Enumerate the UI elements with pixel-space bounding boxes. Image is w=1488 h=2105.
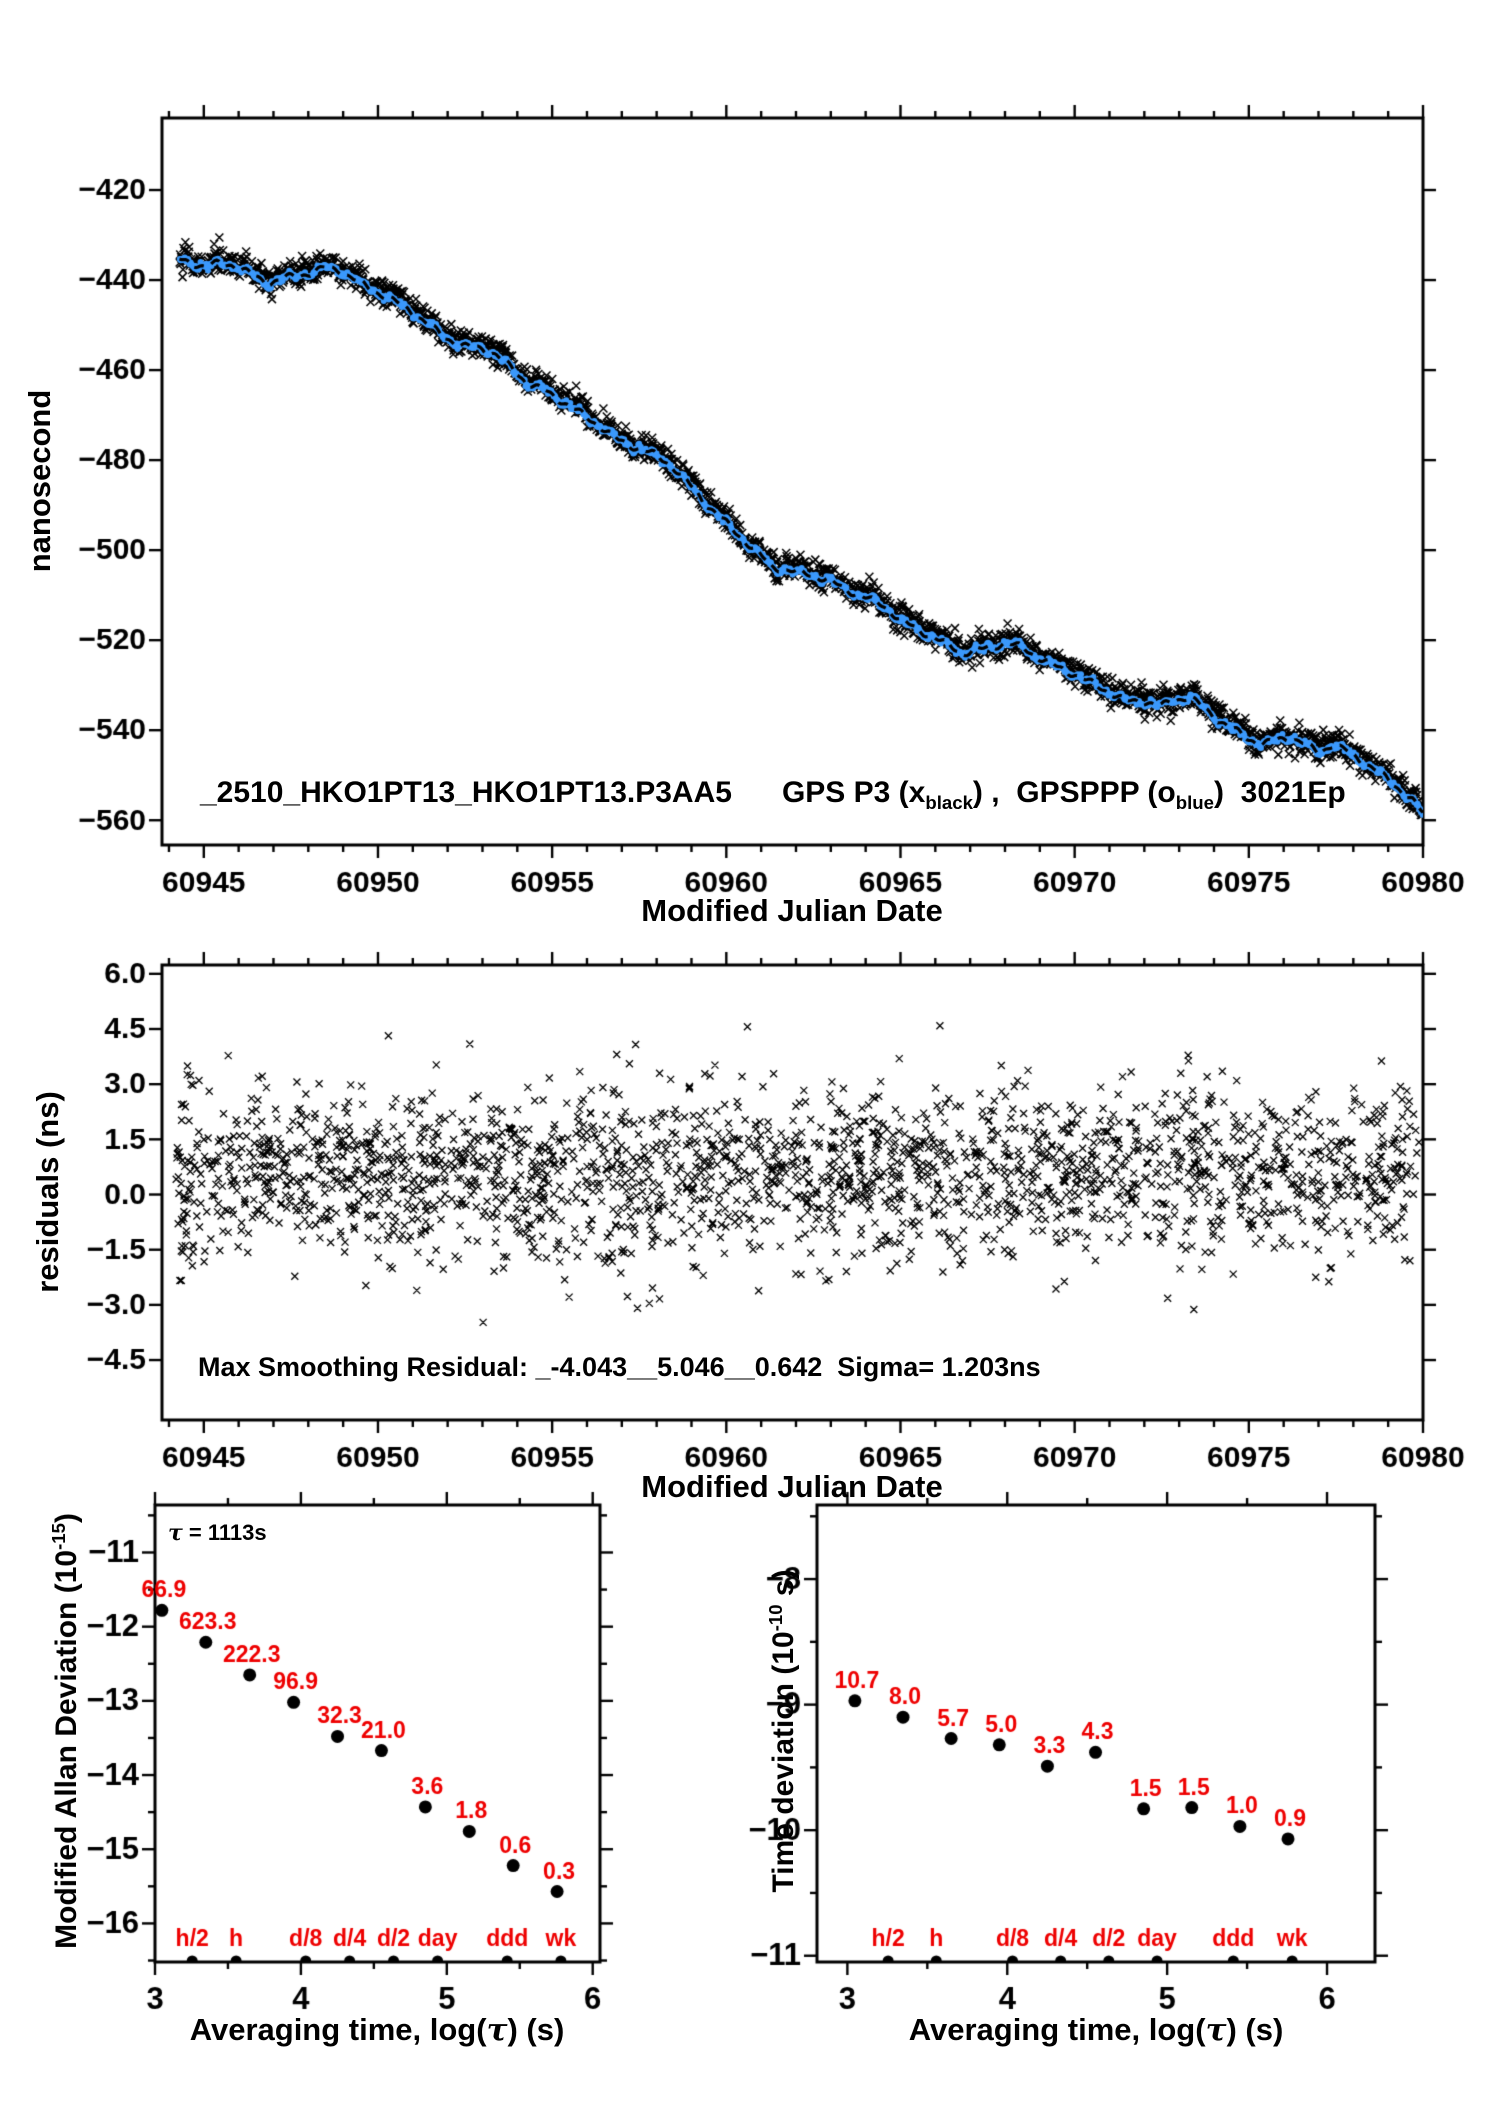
mdev-canvas (40, 1470, 700, 2102)
tdev-ylabel-exponent: -10 (765, 1604, 786, 1632)
tdev-canvas (700, 1470, 1488, 2102)
y-axis-title-nanosecond: nanosecond (22, 389, 57, 573)
tau-annotation (168, 1520, 267, 1546)
x-axis-title-avg-time-right (909, 2012, 1284, 2048)
series-annotation (200, 776, 1346, 814)
tau-annotation-value: = 1113s (182, 1520, 267, 1545)
series-annotation-sub-blue: blue (1175, 792, 1214, 813)
tdev-ylabel-main: Time deviation (10 (767, 1631, 800, 1893)
series-annotation-ppp: ) , GPSPPP (o (972, 776, 1176, 809)
avg-time-pre-right: Averaging time, log( (908, 2012, 1206, 2047)
x-axis-title-mjd-top: Modified Julian Date (641, 893, 943, 928)
avg-time-pre-left: Averaging time, log( (189, 2012, 487, 2047)
mdev-ylabel-exponent: -15 (48, 1523, 69, 1550)
series-annotation-gps: GPS P3 (x (731, 776, 926, 809)
mdev-ylabel-end: ) (50, 1513, 83, 1524)
series-annotation-sub-black: black (925, 792, 973, 813)
y-axis-title-tdev (765, 1569, 801, 1892)
mdev-ylabel-main: Modified Allan Deviation (10 (50, 1549, 83, 1949)
x-axis-title-avg-time-left (190, 2012, 565, 2048)
y-axis-title-mdev (48, 1513, 84, 1949)
x-axis-title-mjd-bottom: Modified Julian Date (641, 1469, 943, 1504)
tau-symbol-right: τ (1205, 2012, 1227, 2048)
series-annotation-tail: ) 3021Ep (1213, 776, 1346, 809)
residuals-canvas (0, 930, 1488, 1510)
residual-stats-annotation: Max Smoothing Residual: _-4.043__5.046__0.642 Sigma= 1.203ns (198, 1352, 1041, 1382)
y-axis-title-residuals: residuals (ns) (30, 1091, 65, 1293)
tau-annotation-symbol: τ (168, 1520, 183, 1546)
tau-symbol-left: τ (486, 2012, 508, 2048)
avg-time-post-right: ) (s) (1226, 2012, 1284, 2047)
avg-time-post-left: ) (s) (507, 2012, 565, 2047)
series-annotation-id: _2510_HKO1PT13_HKO1PT13.P3AA5 (200, 776, 732, 809)
tdev-ylabel-end: s) (767, 1569, 800, 1605)
